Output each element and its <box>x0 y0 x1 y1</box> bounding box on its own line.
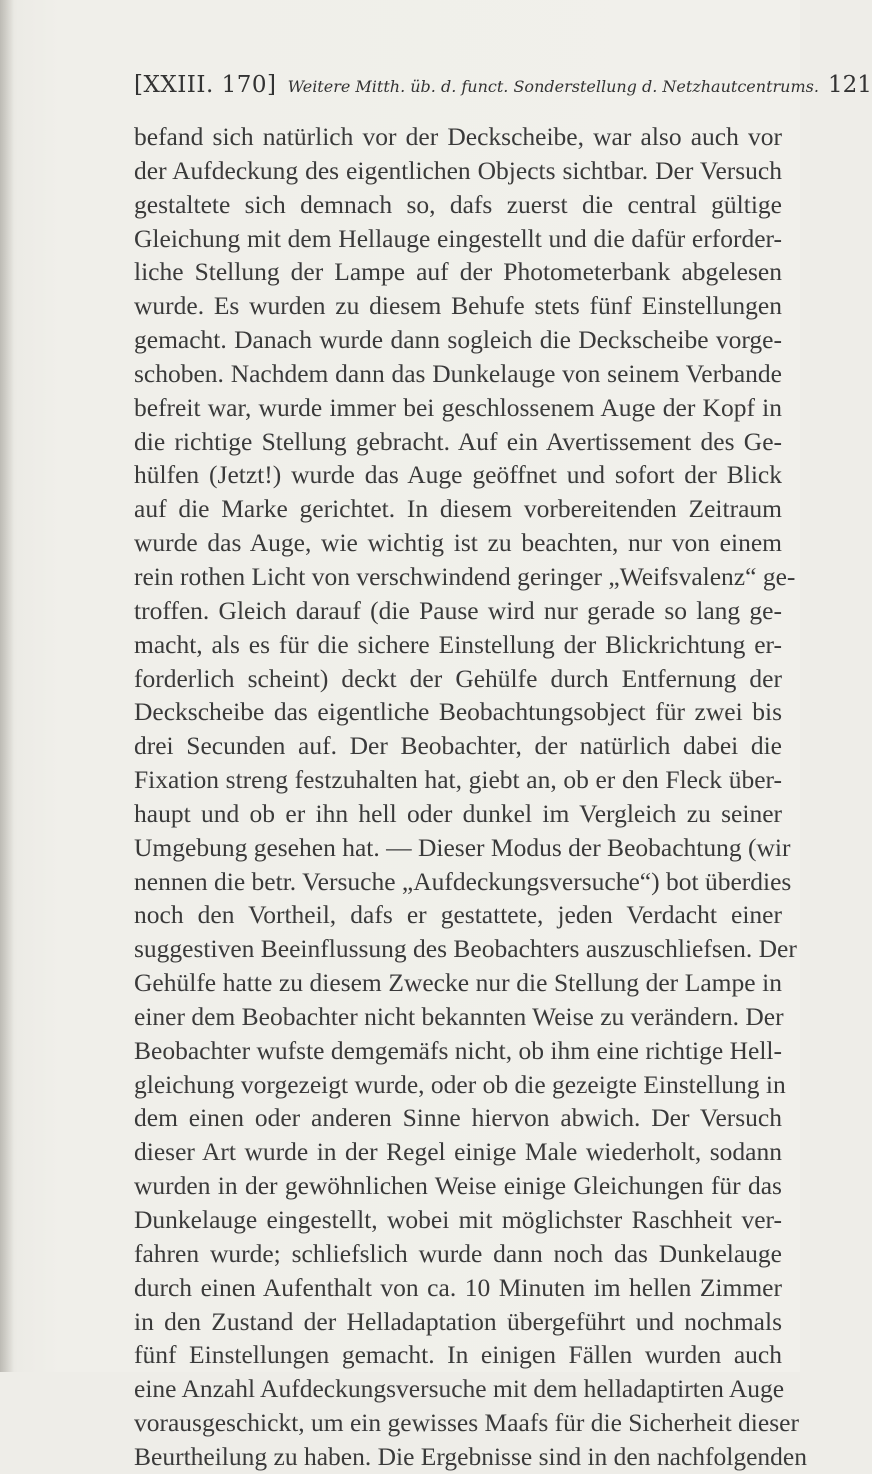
body-paragraph <box>134 120 807 1474</box>
text-line: vorausgeschickt, um ein gewisses Maafs für die Sicherheit dieser <box>134 1408 799 1438</box>
text-line: schoben. Nachdem dann das Dunkelauge von seinem Verbande <box>134 358 782 388</box>
text-line: drei Secunden auf. Der Beobachter, der natürlich dabei die <box>134 731 782 761</box>
text-line: Gehülfe hatte zu diesem Zwecke nur die Stellung der Lampe in <box>134 968 782 998</box>
text-line: durch einen Aufenthalt von ca. 10 Minuten im hellen Zimmer <box>134 1272 782 1302</box>
text-line: Deckscheibe das eigentliche Beobachtungsobject für zwei bis <box>134 697 782 727</box>
text-line: einer dem Beobachter nicht bekannten Weise zu verändern. Der <box>134 1001 784 1031</box>
text-line: Umgebung gesehen hat. — Dieser Modus der Beobachtung (wir <box>134 832 791 862</box>
text-line: rein rothen Licht von verschwindend geringer „Weifsvalenz“ ge- <box>134 561 796 591</box>
text-line: Dunkelauge eingestellt, wobei mit möglichster Raschheit ver- <box>134 1205 782 1234</box>
text-line: nennen die betr. Versuche „Aufdeckungsversuche“) bot überdies <box>134 866 792 896</box>
text-line: suggestiven Beeinflussung des Beobachters auszuschliefsen. Der <box>134 934 797 964</box>
text-line: troffen. Gleich darauf (die Pause wird nur gerade so lang ge- <box>134 595 782 625</box>
text-line: Beurtheilung zu haben. Die Ergebnisse sind in den nachfolgenden <box>134 1441 807 1471</box>
text-line: dieser Art wurde in der Regel einige Male wiederholt, sodann <box>134 1137 782 1167</box>
running-header <box>134 72 872 106</box>
text-line: wurden in der gewöhnlichen Weise einige Gleichungen für das <box>134 1171 782 1201</box>
text-line: befand sich natürlich vor der Deckscheibe, war also auch vor <box>134 122 782 151</box>
text-line: wurde. Es wurden zu diesem Behufe stets fünf Einstellungen <box>134 291 782 321</box>
text-line: die richtige Stellung gebracht. Auf ein Avertissement des Ge- <box>134 426 782 456</box>
text-line: haupt und ob er ihn hell oder dunkel im Vergleich zu seiner <box>134 798 782 828</box>
text-line: der Aufdeckung des eigentlichen Objects sichtbar. Der Versuch <box>134 155 782 185</box>
text-line: fünf Einstellungen gemacht. In einigen Fällen wurden auch <box>134 1340 782 1370</box>
text-line: fahren wurde; schliefslich wurde dann noch das Dunkelauge <box>134 1238 782 1268</box>
running-title: Weitere Mitth. üb. d. funct. Sonderstellung d. Netzhautcentrums. <box>287 77 819 96</box>
text-line: gemacht. Danach wurde dann sogleich die Deckscheibe vorge- <box>134 325 782 355</box>
text-line: Beobachter wufste demgemäfs nicht, ob ihm eine richtige Hell- <box>134 1035 782 1065</box>
text-line: auf die Marke gerichtet. In diesem vorbereitenden Zeitraum <box>134 494 782 524</box>
page-number: 121 <box>828 72 872 98</box>
text-line: in den Zustand der Helladaptation übergeführt und nochmals <box>134 1306 782 1336</box>
text-line: liche Stellung der Lampe auf der Photometerbank abgelesen <box>134 257 782 287</box>
text-line: wurde das Auge, wie wichtig ist zu beachten, nur von einem <box>134 528 782 558</box>
text-line: forderlich scheint) deckt der Gehülfe durch Entfernung der <box>134 663 782 693</box>
text-line: macht, als es für die sichere Einstellung der Blickrichtung er- <box>134 629 782 659</box>
text-line: dem einen oder anderen Sinne hiervon abwich. Der Versuch <box>134 1103 782 1133</box>
text-line: hülfen (Jetzt!) wurde das Auge geöffnet und sofort der Blick <box>134 460 782 490</box>
text-line: Fixation streng festzuhalten hat, giebt an, ob er den Fleck über- <box>134 765 782 795</box>
text-line: Gleichung mit dem Hellauge eingestellt und die dafür erforder- <box>134 223 782 253</box>
spine-shadow <box>0 0 14 1372</box>
text-line: gestaltete sich demnach so, dafs zuerst die central gültige <box>134 189 782 219</box>
text-line: gleichung vorgezeigt wurde, oder ob die gezeigte Einstellung in <box>134 1069 786 1099</box>
section-reference: [XXIII. 170] <box>134 72 277 98</box>
text-line: befreit war, wurde immer bei geschlossenem Auge der Kopf in <box>134 392 782 422</box>
text-line: eine Anzahl Aufdeckungsversuche mit dem helladaptirten Auge <box>134 1374 785 1404</box>
text-line: noch den Vortheil, dafs er gestattete, jeden Verdacht einer <box>134 900 782 930</box>
